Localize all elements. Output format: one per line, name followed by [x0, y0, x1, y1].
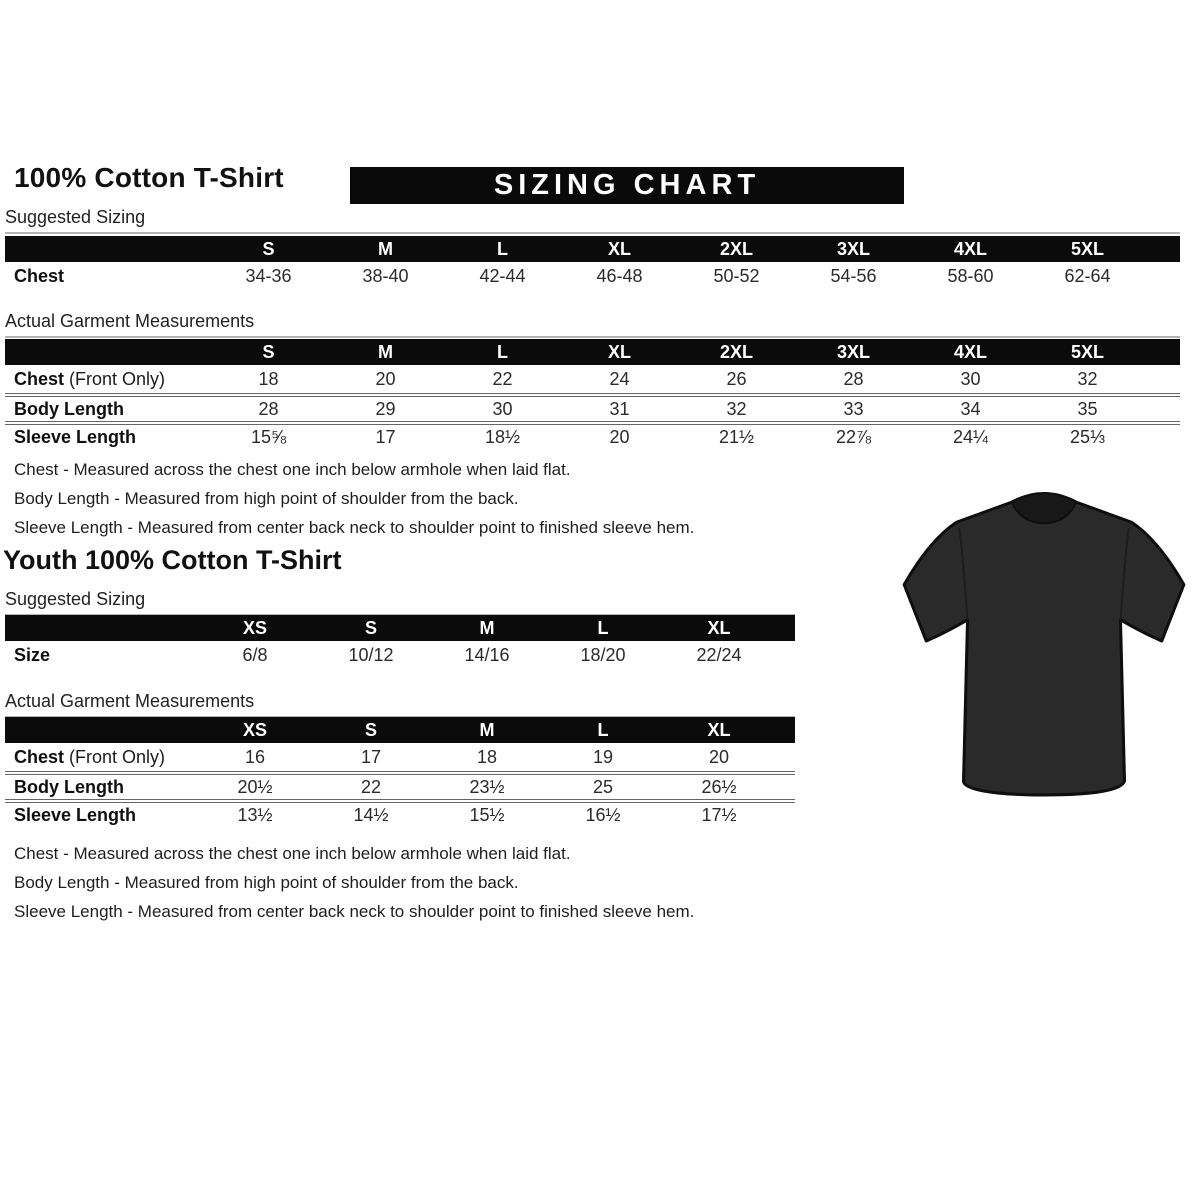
youth-actual-measurements-heading: Actual Garment Measurements — [5, 691, 795, 718]
measurement-cell: 16 — [244, 746, 266, 767]
measurement-cell: 42-44 — [479, 265, 526, 286]
measurement-cell: 18½ — [484, 426, 521, 447]
size-header-cell: 2XL — [719, 238, 753, 259]
size-header-cell: S — [364, 719, 377, 740]
size-header-cell: M — [378, 238, 393, 259]
measurement-cell: 26 — [726, 368, 747, 389]
measurement-cell: 22/24 — [696, 644, 742, 665]
youth-suggested-sizing-table — [5, 615, 795, 669]
measurement-cell: 18/20 — [580, 644, 626, 665]
row-label: Body Length — [14, 398, 124, 419]
measurement-cell: 33 — [843, 398, 864, 419]
measurement-cell: 15½ — [469, 804, 505, 825]
chest-front-only-row — [5, 743, 795, 771]
measurement-cell: 58-60 — [947, 265, 994, 286]
measurement-cell: 20 — [609, 426, 630, 447]
measurement-cell: 29 — [375, 398, 396, 419]
size-header-row — [5, 717, 795, 743]
row-label: Size — [14, 644, 51, 665]
size-header-row — [5, 615, 795, 641]
measurement-cell: 20 — [708, 746, 730, 767]
row-label: Chest — [14, 265, 65, 286]
note-line: Sleeve Length - Measured from center back neck to shoulder point to finished sleeve hem. — [14, 902, 695, 921]
size-header-cell: XL — [607, 238, 631, 259]
adult-measurement-notes — [14, 460, 694, 547]
size-header-cell: XS — [242, 617, 267, 638]
size-header-cell: 4XL — [953, 341, 987, 362]
measurement-cell: 22⅞ — [835, 426, 872, 447]
adult-suggested-sizing-heading: Suggested Sizing — [5, 207, 1180, 234]
measurement-cell: 54-56 — [830, 265, 877, 286]
measurement-cell: 19 — [592, 746, 614, 767]
adult-actual-measurements-heading: Actual Garment Measurements — [5, 311, 1180, 338]
row-label: Chest (Front Only) — [14, 368, 166, 389]
measurement-cell: 32 — [726, 398, 747, 419]
size-header-cell: S — [262, 341, 275, 362]
measurement-cell: 25 — [592, 776, 614, 797]
size-header-cell: M — [479, 719, 495, 740]
measurement-cell: 26½ — [701, 776, 737, 797]
sizing-chart-banner-label: SIZING CHART — [493, 169, 761, 201]
size-header-cell: M — [378, 341, 393, 362]
measurement-cell: 31 — [609, 398, 630, 419]
measurement-cell: 24¼ — [952, 426, 989, 447]
note-line: Sleeve Length - Measured from center back neck to shoulder point to finished sleeve hem. — [14, 518, 695, 537]
tshirt-body — [904, 494, 1184, 795]
note-line: Chest - Measured across the chest one inch below armhole when laid flat. — [14, 460, 571, 479]
sleeve-length-row — [5, 421, 1180, 449]
page-title: 100% Cotton T-Shirt — [14, 162, 284, 193]
note-line: Body Length - Measured from high point of shoulder from the back. — [14, 489, 519, 508]
youth-measurement-notes — [14, 844, 694, 931]
measurement-cell: 22 — [492, 368, 513, 389]
size-header-cell: 4XL — [953, 238, 987, 259]
measurement-cell: 18 — [476, 746, 498, 767]
size-header-cell: 2XL — [719, 341, 753, 362]
note-line: Body Length - Measured from high point of shoulder from the back. — [14, 873, 519, 892]
body-length-row — [5, 393, 1180, 421]
youth-actual-measurements-table — [5, 717, 795, 827]
sizing-chart-banner — [350, 167, 904, 204]
measurement-cell: 17 — [360, 746, 382, 767]
measurement-cell: 46-48 — [596, 265, 643, 286]
measurement-cell: 35 — [1077, 398, 1098, 419]
measurement-cell: 16½ — [585, 804, 621, 825]
measurement-cell: 6/8 — [242, 644, 268, 665]
chest-front-only-row — [5, 365, 1180, 393]
size-header-row — [5, 339, 1180, 365]
measurement-cell: 34-36 — [245, 265, 292, 286]
size-row — [5, 641, 795, 669]
note-line: Chest - Measured across the chest one inch below armhole when laid flat. — [14, 844, 571, 863]
youth-suggested-sizing-heading: Suggested Sizing — [5, 589, 795, 616]
measurement-cell: 30 — [492, 398, 513, 419]
size-header-cell: XL — [607, 341, 631, 362]
measurement-cell: 38-40 — [362, 265, 409, 286]
measurement-cell: 30 — [960, 368, 981, 389]
measurement-cell: 18 — [258, 368, 279, 389]
size-header-cell: L — [497, 341, 508, 362]
row-label: Sleeve Length — [14, 426, 137, 447]
measurement-cell: 50-52 — [713, 265, 760, 286]
measurement-cell: 22 — [360, 776, 382, 797]
adult-suggested-sizing-table — [5, 236, 1180, 290]
body-length-row — [5, 771, 795, 799]
size-header-cell: M — [479, 617, 495, 638]
measurement-cell: 34 — [960, 398, 981, 419]
size-header-cell: S — [262, 238, 275, 259]
size-header-cell: L — [497, 238, 508, 259]
size-header-row — [5, 236, 1180, 262]
measurement-cell: 10/12 — [348, 644, 394, 665]
measurement-cell: 20½ — [237, 776, 273, 797]
measurement-cell: 28 — [258, 398, 279, 419]
measurement-cell: 20 — [375, 368, 396, 389]
size-header-cell: XS — [242, 719, 267, 740]
chest-row — [5, 262, 1180, 290]
measurement-cell: 14/16 — [464, 644, 510, 665]
adult-actual-measurements-table — [5, 339, 1180, 449]
measurement-cell: 14½ — [353, 804, 389, 825]
size-header-cell: XL — [707, 719, 731, 740]
measurement-cell: 15⅝ — [250, 426, 287, 447]
row-label: Sleeve Length — [14, 804, 137, 825]
size-header-cell: L — [597, 719, 609, 740]
measurement-cell: 21½ — [718, 426, 755, 447]
size-header-cell: L — [597, 617, 609, 638]
size-header-cell: 5XL — [1070, 238, 1104, 259]
row-label: Body Length — [14, 776, 124, 797]
measurement-cell: 17½ — [701, 804, 737, 825]
size-header-cell: S — [364, 617, 377, 638]
youth-title: Youth 100% Cotton T-Shirt — [3, 545, 342, 575]
measurement-cell: 17 — [375, 426, 396, 447]
row-label: Chest (Front Only) — [14, 746, 166, 767]
size-header-cell: XL — [707, 617, 731, 638]
size-header-cell: 3XL — [836, 238, 870, 259]
measurement-cell: 23½ — [469, 776, 505, 797]
measurement-cell: 13½ — [237, 804, 273, 825]
sleeve-length-row — [5, 799, 795, 827]
size-header-cell: 5XL — [1070, 341, 1104, 362]
measurement-cell: 28 — [843, 368, 864, 389]
black-tshirt-image — [893, 483, 1195, 805]
measurement-cell: 32 — [1077, 368, 1098, 389]
measurement-cell: 62-64 — [1064, 265, 1111, 286]
measurement-cell: 24 — [609, 368, 630, 389]
measurement-cell: 25⅓ — [1069, 426, 1106, 447]
size-header-cell: 3XL — [836, 341, 870, 362]
